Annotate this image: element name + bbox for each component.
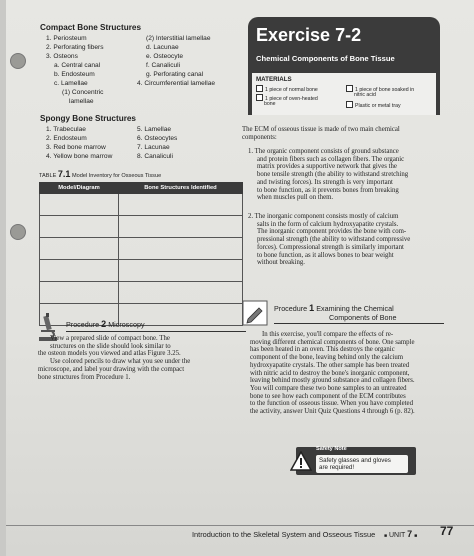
organic-component-item: 1. The organic component consists of ground substance and protein fibers such as collagen fibers. The organic matrix provides a supportive network that gives the bone tensile strength (the ability to withstand stretching and twisting forces). Its strength is very important to bone function, as it prevents bones from breaking when muscles pull on them.	[248, 148, 409, 202]
table-caption	[39, 171, 161, 181]
compact-item: 3. Osteons	[46, 53, 78, 60]
checkbox-icon	[346, 101, 353, 108]
material-item: 1 piece of bone soaked in	[346, 85, 414, 93]
checkbox-icon	[256, 94, 263, 101]
table-cell[interactable]	[119, 260, 243, 282]
table-row	[40, 194, 243, 216]
procedure2-rule	[66, 331, 246, 332]
spongy-item: 5. Lamellae	[137, 126, 172, 133]
binder-hole	[10, 53, 26, 69]
textbook-page	[6, 0, 474, 556]
page-number: 77	[440, 524, 454, 538]
table-cell[interactable]	[119, 216, 243, 238]
table-header-model: Model/Diagram	[40, 183, 119, 194]
exercise-title: Exercise 7-2	[256, 25, 362, 45]
table-row	[40, 260, 243, 282]
table-cell[interactable]	[119, 194, 243, 216]
spongy-item: 4. Yellow bone marrow	[46, 153, 113, 160]
table-cell[interactable]	[40, 260, 119, 282]
spongy-item: 7. Lacunae	[137, 144, 170, 151]
procedure1-body: In this exercise, you'll compare the effects of re- moving different chemical components of bone. One sample has been heated in an oven. This destroys the organic component of the bone, leaving behind only the calcium hydroxyapatite crystals. The other sample has been treated with nitric acid to destroy the bone's inorganic component, leaving behind mostly ground substance and collagen fibers. You will compare these two bone samples to an untreated bone to see how each component of the ECM contributes to the function of osseous tissue. When you have completed the activity, answer Unit Quiz Questions 4 through 6 (p. 82).	[250, 331, 415, 416]
inorganic-component-item: 2. The inorganic component consists mostly of calcium salts in the form of calcium hydroxyapatite crystals. The inorganic component provides the bone with com- pressional strength (the ability to withstand compressive forces). Compressional strength is similarly important to bone function, as it allows bones to bear weight without breaking.	[248, 213, 411, 267]
table-cell[interactable]	[40, 194, 119, 216]
compact-bone-title: Compact Bone Structures	[40, 23, 141, 32]
ecm-intro: The ECM of osseous tissue is made of two main chemical components:	[242, 126, 400, 141]
checkbox-icon	[346, 85, 353, 92]
exercise-header	[248, 17, 440, 115]
compact-item: a. Central canal	[54, 62, 101, 69]
safety-text: Safety glasses and gloves	[319, 457, 391, 464]
spongy-item: 2. Endosteum	[46, 135, 87, 142]
spongy-item: 3. Red bone marrow	[46, 144, 106, 151]
footer-unit: ■ UNIT 7 ■	[384, 529, 418, 539]
table-row	[40, 238, 243, 260]
table-cell[interactable]	[40, 216, 119, 238]
compact-item: (1) Concentric	[62, 89, 104, 96]
safety-text-box	[316, 455, 408, 473]
procedure2-heading: Procedure 2 Microscopy	[66, 319, 145, 329]
spongy-item: 8. Canaliculi	[137, 153, 173, 160]
safety-heading: Safety Note	[316, 446, 347, 452]
safety-text: are required!	[319, 464, 355, 471]
compact-item: b. Endosteum	[54, 71, 95, 78]
compact-item: (2) Interstitial lamellae	[146, 35, 211, 42]
warning-icon	[290, 451, 312, 471]
compact-item: e. Osteocyte	[146, 53, 184, 60]
material-item-cont: nitric acid	[354, 92, 376, 98]
materials-box	[252, 73, 436, 115]
material-item: Plastic or metal tray	[346, 101, 401, 109]
spongy-item: 1. Trabeculae	[46, 126, 86, 133]
table-cell[interactable]	[40, 282, 119, 304]
exercise-subtitle: Chemical Components of Bone Tissue	[256, 54, 395, 63]
table-number: 7.1	[57, 169, 71, 179]
procedure2-body: View a prepared slide of compact bone. The structures on the slide should look similar to the osteon models you viewed and atlas Figure 3.25. Use colored pencils to draw what you see under the microscope, and label your drawing with the compact bone structures from Procedure 1.	[38, 335, 191, 381]
materials-heading: MATERIALS	[256, 76, 292, 83]
table-cell[interactable]	[119, 282, 243, 304]
page-footer	[6, 525, 474, 544]
compact-item: 4. Circumferential lamellae	[137, 80, 216, 87]
material-item: 1 piece of oven-heated	[256, 94, 318, 102]
compact-item: lamellae	[69, 98, 94, 105]
compact-item: 2. Perforating fibers	[46, 44, 104, 51]
table-header-structures: Bone Structures Identified	[119, 183, 243, 194]
procedure2-header	[36, 318, 246, 331]
model-inventory-table	[39, 182, 243, 326]
compact-item: g. Perforating canal	[146, 71, 204, 78]
compact-item: f. Canaliculi	[146, 62, 181, 69]
spongy-item: 6. Osteocytes	[137, 135, 178, 142]
material-item: 1 piece of normal bone	[256, 85, 318, 93]
material-item-cont: bone	[264, 101, 276, 107]
table-row	[40, 282, 243, 304]
compact-item: c. Lamellae	[54, 80, 88, 87]
spongy-bone-title: Spongy Bone Structures	[40, 114, 136, 123]
table-row	[40, 216, 243, 238]
procedure1-rule	[274, 323, 444, 324]
table-label: TABLE	[39, 173, 57, 179]
footer-chapter-title: Introduction to the Skeletal System and Osseous Tissue	[192, 530, 376, 539]
compact-item: d. Lacunae	[146, 44, 179, 51]
safety-note	[296, 447, 416, 475]
compact-item: 1. Periosteum	[46, 35, 87, 42]
table-cell[interactable]	[40, 238, 119, 260]
checkbox-icon	[256, 85, 263, 92]
procedure1-heading: Procedure 1 Examining the Chemical	[274, 303, 394, 313]
table-cell[interactable]	[119, 238, 243, 260]
binder-hole	[10, 224, 26, 240]
procedure1-heading-line2: Components of Bone	[329, 313, 397, 322]
table-caption-text: Model Inventory for Osseous Tissue	[71, 173, 162, 179]
